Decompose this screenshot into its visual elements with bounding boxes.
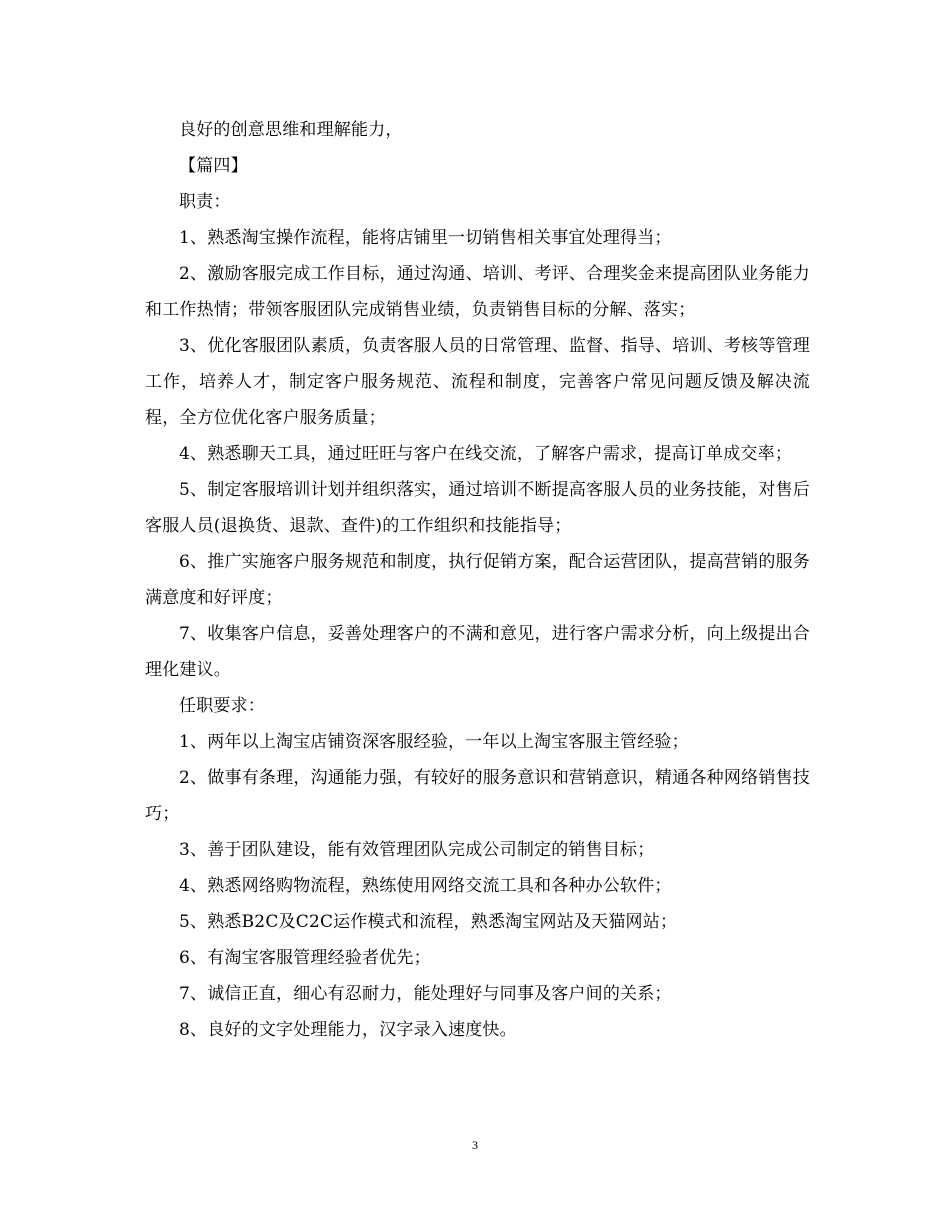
duty-item-3: 3、优化客服团队素质，负责客服人员的日常管理、监督、指导、培训、考核等管理工作，培养人才，制定客户服务规范、流程和制度，完善客户常见问题反馈及解决流程，全方位优化客户服务质量； — [145, 336, 810, 428]
paragraph-intro-tail: 良好的创意思维和理解能力， — [179, 120, 403, 140]
requirement-item-7: 7、诚信正直，细心有忍耐力，能处理好与同事及客户间的关系； — [179, 984, 672, 1004]
requirement-item-3: 3、善于团队建设，能有效管理团队完成公司制定的销售目标； — [179, 840, 655, 860]
requirement-item-5: 5、熟悉B2C及C2C运作模式和流程，熟悉淘宝网站及天猫网站； — [179, 912, 678, 932]
requirement-item-1: 1、两年以上淘宝店铺资深客服经验，一年以上淘宝客服主管经验； — [179, 732, 689, 752]
requirement-item-6: 6、有淘宝客服管理经验者优先； — [179, 948, 431, 968]
section-heading: 【篇四】 — [179, 156, 248, 176]
duty-item-5: 5、制定客服培训计划并组织落实，通过培训不断提高客服人员的业务技能，对售后客服人员(退换货、退款、查件)的工作组织和技能指导； — [145, 480, 810, 536]
duty-item-7: 7、收集客户信息，妥善处理客户的不满和意见，进行客户需求分析，向上级提出合理化建议。 — [145, 624, 810, 680]
duty-item-2: 2、激励客服完成工作目标，通过沟通、培训、考评、合理奖金来提高团队业务能力和工作热情；带领客服团队完成销售业绩，负责销售目标的分解、落实； — [145, 264, 810, 320]
requirement-item-2: 2、做事有条理，沟通能力强，有较好的服务意识和营销意识，精通各种网络销售技巧； — [145, 768, 810, 824]
duty-item-6: 6、推广实施客户服务规范和制度，执行促销方案，配合运营团队，提高营销的服务满意度和好评度； — [145, 552, 810, 608]
page-number: 3 — [472, 1138, 478, 1152]
duty-item-1: 1、熟悉淘宝操作流程，能将店铺里一切销售相关事宜处理得当； — [179, 228, 672, 248]
requirements-heading: 任职要求： — [179, 696, 265, 716]
document-body — [145, 112, 810, 1048]
requirement-item-4: 4、熟悉网络购物流程，熟练使用网络交流工具和各种办公软件； — [179, 876, 672, 896]
duty-item-4: 4、熟悉聊天工具，通过旺旺与客户在线交流，了解客户需求，提高订单成交率； — [179, 444, 793, 464]
requirement-item-8: 8、良好的文字处理能力，汉字录入速度快。 — [179, 1020, 517, 1040]
duties-heading: 职责： — [179, 192, 231, 212]
